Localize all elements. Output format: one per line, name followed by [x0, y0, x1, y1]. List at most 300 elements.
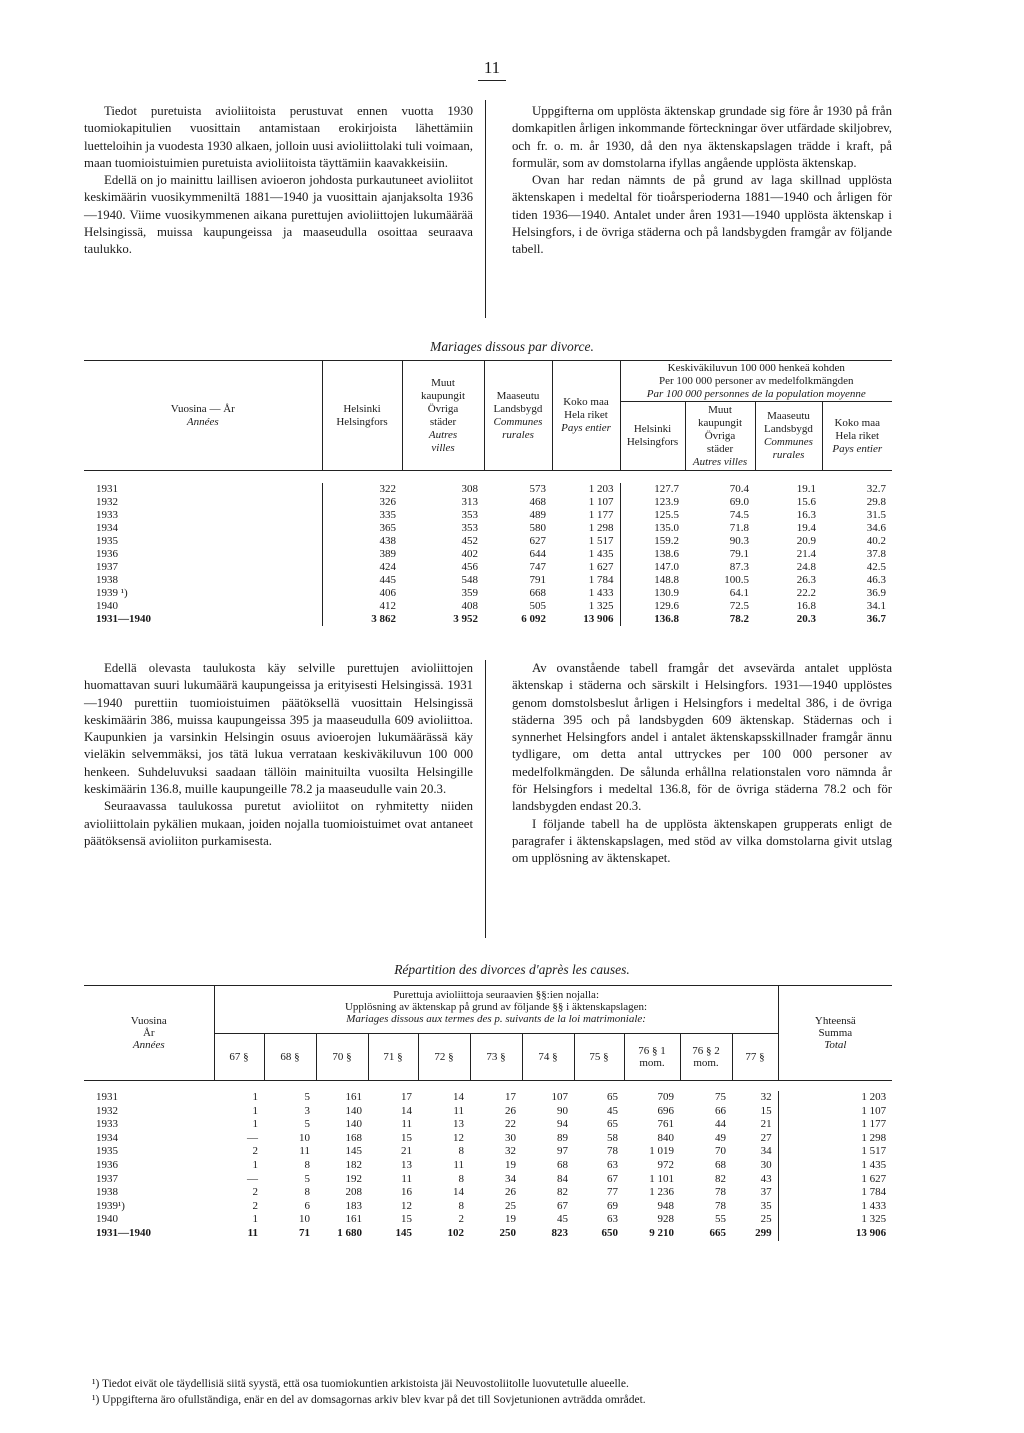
table-cell: 335: [322, 509, 402, 522]
table-cell: 68: [715, 1158, 726, 1171]
table-cell: 11: [247, 1226, 258, 1239]
table-cell: 78: [715, 1199, 726, 1212]
middle-swedish: [512, 660, 892, 868]
section-header: 77 §: [732, 1034, 778, 1081]
table-cell: 308: [461, 483, 478, 495]
table1-caption: Mariages dissous par divorce.: [430, 339, 594, 354]
divorce-table: [84, 360, 892, 626]
table-cell: 1: [252, 1158, 258, 1171]
whole-country-header: Koko maa: [563, 396, 609, 408]
sections-group-header: Purettuja avioliittoja seuraavien §§:ien nojalla:: [393, 989, 599, 1001]
middle-fi-paragraph: Edellä olevasta taulukosta käy selville purettujen avioliittojen huomattavan suuri lukumäärä kaupungeissa ja erityisesti Helsingissä. 1931—1940 purettiin tuomioistuimen päätöksellä vuosittain Helsingissä keskimäärin 386, muissa kaupungeissa 395 ja maaseudulla 609 avioliittoa. Kaupunkien ja varsinkin Helsingin osuus avioerojen lukumäärässä käy vieläkin selvemmäksi, jos tätä lukua verrataan keskiväkiluvun 100 000 henkeen. Suhdeluvuksi saadaan tällöin mainituilta vuosilta Helsingille keskimäärin 136.8, muille kaupungeille 78.2 ja maaseudulle vain 20.3.: [84, 661, 473, 797]
table-cell: 299: [755, 1226, 772, 1239]
table-cell: 19: [505, 1158, 516, 1171]
per-100000-header: Par 100 000 personnes de la population moyenne: [646, 387, 866, 400]
table-cell: 36.7: [866, 613, 886, 625]
table-cell: 1 019: [649, 1145, 674, 1158]
table-cell: 78.2: [729, 613, 749, 625]
table-cell: 11: [453, 1104, 464, 1117]
table-cell: 17: [505, 1091, 516, 1103]
table-cell: 17: [401, 1091, 412, 1103]
table-cell: 19: [505, 1213, 516, 1226]
table-cell: 87.3: [729, 561, 749, 573]
table-cell: 1 433: [588, 587, 614, 599]
table-cell: 168: [345, 1131, 362, 1144]
table-cell: 182: [345, 1158, 362, 1171]
table-cell: 761: [657, 1118, 674, 1131]
table2-caption: Répartition des divorces d'après les causes.: [394, 962, 630, 977]
table-row: [84, 600, 892, 613]
table-cell: 1 101: [649, 1172, 674, 1185]
table-cell: 1 680: [337, 1226, 362, 1239]
table-cell: 58: [607, 1131, 618, 1144]
footnote-finnish: ¹) Tiedot eivät ole täydellisiä siitä syystä, että osa tuomiokuntien arkistoista jäi Neuvostoliitolle luovutetulle alueelle.: [92, 1378, 629, 1390]
table-cell: 13: [401, 1158, 412, 1171]
table-cell: 322: [322, 483, 402, 496]
table-cell: 67: [607, 1172, 618, 1185]
sub-rural-header: Landsbygd: [764, 423, 813, 435]
table-cell: 1 177: [778, 1118, 892, 1132]
table-cell: 84: [557, 1172, 568, 1185]
year-cell: 1931—1940: [96, 613, 151, 625]
table-cell: 45: [557, 1213, 568, 1226]
year-cell: 1934: [96, 522, 118, 534]
year-cell: 1938: [96, 1186, 118, 1199]
table-cell: 16.8: [796, 600, 816, 612]
table-cell: 82: [715, 1172, 726, 1185]
table-cell: 19.4: [796, 522, 816, 534]
table-cell: 823: [551, 1226, 568, 1239]
table-cell: 6: [304, 1199, 310, 1212]
table-row: [84, 1173, 892, 1187]
table-cell: 14: [453, 1091, 464, 1103]
table-row: [84, 1091, 892, 1105]
table-cell: 136.8: [620, 613, 685, 626]
other-cities-header: Autres: [428, 428, 458, 441]
year-cell: 1937: [96, 1172, 118, 1185]
table-cell: 69: [607, 1199, 618, 1212]
table-cell: 49: [715, 1131, 726, 1144]
table-cell: 424: [322, 561, 402, 574]
page-number: 11: [478, 58, 506, 81]
table-cell: 66: [715, 1104, 726, 1117]
table-row: [84, 522, 892, 535]
table-cell: 102: [447, 1226, 464, 1239]
table-row: [84, 574, 892, 587]
table-cell: 8: [458, 1172, 464, 1185]
table-cell: 1 177: [588, 509, 614, 521]
table-row: [84, 587, 892, 600]
sub-other-cities-header: kaupungit: [698, 416, 742, 429]
section-header: 76 § 2 mom.: [680, 1034, 732, 1081]
table-cell: 359: [461, 587, 478, 599]
middle-sv-paragraph: I följande tabell ha de upplösta äktenskapen grupperats enligt de paragrafer i äktenskapslagen, med stöd av vilka domstolarna givit utslag om upplösning av äktenskapet.: [512, 816, 892, 866]
table-cell: 30: [505, 1131, 516, 1144]
table-cell: 100.5: [724, 574, 749, 586]
table-cell: 365: [322, 522, 402, 535]
table-cell: 2: [252, 1145, 258, 1158]
year-cell: 1931—1940: [96, 1226, 151, 1239]
sub-other-cities-header: Autres villes: [692, 455, 748, 468]
other-cities-header: kaupungit: [421, 389, 465, 402]
table-cell: 456: [461, 561, 478, 573]
whole-country-header: Pays entier: [561, 422, 611, 434]
table-cell: 159.2: [620, 535, 685, 548]
rural-header: rurales: [502, 428, 534, 441]
sections-group-header: Upplösning av äktenskap på grund av följande §§ i äktenskapslagen:: [344, 1001, 648, 1013]
table-cell: 90.3: [729, 535, 749, 547]
table-cell: 138.6: [620, 548, 685, 561]
table-cell: 9 210: [649, 1226, 674, 1239]
table-cell: 747: [529, 561, 546, 573]
table-cell: 82: [557, 1186, 568, 1199]
table-cell: 20.9: [796, 535, 816, 547]
table-cell: 3 862: [322, 613, 402, 626]
section-header: 74 §: [522, 1034, 574, 1081]
table-cell: 16.3: [796, 509, 816, 521]
table-cell: 1: [252, 1118, 258, 1131]
table-cell: 21.4: [796, 548, 816, 560]
sub-helsinki-header: Helsinki: [633, 423, 672, 435]
per-100000-header: Keskiväkiluvun 100 000 henkeä kohden: [667, 361, 845, 374]
rural-header: Landsbygd: [493, 402, 543, 415]
table-cell: 1 203: [778, 1091, 892, 1105]
table-cell: 840: [657, 1131, 674, 1144]
table-row: [84, 1213, 892, 1227]
t2-total-header: Summa: [818, 1027, 853, 1039]
table-cell: 43: [760, 1172, 772, 1185]
table-cell: 46.3: [866, 574, 886, 586]
year-cell: 1931: [96, 1091, 118, 1103]
table-cell: 573: [529, 483, 546, 495]
table-cell: 389: [322, 548, 402, 561]
table-cell: 35: [760, 1199, 772, 1212]
table-cell: 79.1: [729, 548, 749, 560]
table-cell: 37: [760, 1186, 772, 1199]
year-cell: 1935: [96, 1145, 118, 1158]
table-cell: 928: [657, 1213, 674, 1226]
rural-header: Maaseutu: [496, 389, 540, 402]
causes-table: [84, 985, 892, 1241]
intro-fi-paragraph: Edellä on jo mainittu laillisen avioeron johdosta purkautuneet avioliitot keskimäärin vuosikymmeniltä 1881—1940 ja vuosittain ajanjaksolta 1936—1940. Viime vuosikymmenen aikana purettujen avioliittojen lukumäärää Helsingissä, muissa kaupungeissa ja maaseudulla osoittaa seuraava taulukko.: [84, 173, 473, 257]
table-cell: 78: [607, 1145, 618, 1158]
table-row: [84, 1227, 892, 1241]
table-cell: 1 517: [778, 1145, 892, 1159]
table-cell: —: [247, 1131, 258, 1144]
table-cell: 791: [529, 574, 546, 586]
section-header: 72 §: [418, 1034, 470, 1081]
other-cities-header: villes: [431, 441, 455, 454]
table-cell: 31.5: [866, 509, 886, 521]
table-cell: 36.9: [866, 587, 886, 599]
table-cell: 2: [252, 1186, 258, 1199]
table-cell: 130.9: [620, 587, 685, 600]
table-cell: 15: [760, 1104, 772, 1117]
table-row: [84, 509, 892, 522]
table-row: [84, 496, 892, 509]
table-cell: 64.1: [729, 587, 749, 599]
section-header: 68 §: [264, 1034, 316, 1081]
table-cell: 696: [657, 1104, 674, 1117]
table-cell: 452: [461, 535, 478, 547]
section-header: 76 § 1 mom.: [624, 1034, 680, 1081]
table-cell: 1 107: [588, 496, 614, 508]
year-cell: 1935: [96, 535, 118, 547]
year-cell: 1938: [96, 574, 118, 586]
table-cell: 1 325: [588, 600, 614, 612]
table-cell: 19.1: [796, 483, 816, 495]
table-row: [84, 1145, 892, 1159]
table-cell: 650: [601, 1226, 618, 1239]
table-cell: 78: [715, 1186, 726, 1199]
table-cell: 438: [322, 535, 402, 548]
table-cell: 353: [461, 522, 478, 534]
table-cell: 3: [304, 1104, 310, 1117]
table-cell: 402: [461, 548, 478, 560]
table-cell: 445: [322, 574, 402, 587]
t2-total-header: Yhteensä: [814, 1015, 856, 1027]
table-cell: 72.5: [729, 600, 749, 612]
table-cell: 644: [529, 548, 546, 560]
table-cell: 1 784: [778, 1186, 892, 1200]
table-cell: 665: [709, 1226, 726, 1239]
table-cell: 26: [505, 1186, 516, 1199]
table-cell: 20.3: [796, 613, 816, 625]
table-cell: 68: [557, 1158, 568, 1171]
table-cell: 15: [401, 1213, 412, 1226]
helsingfors-header: Helsingfors: [336, 415, 388, 428]
year-cell: 1934: [96, 1131, 118, 1144]
table-cell: 11: [401, 1118, 412, 1131]
table-cell: 24.8: [796, 561, 816, 573]
year-cell: 1940: [96, 600, 118, 612]
t2-year-header: År: [142, 1027, 155, 1039]
table-cell: 63: [607, 1158, 618, 1171]
table-cell: 15: [401, 1131, 412, 1144]
intro-fi-paragraph: Tiedot puretuista avioliitoista perustuvat ennen vuotta 1930 tuomiokapitulien vuosittain antamistaan erokirjoista lähettämiin luetteloihin ja vuodesta 1930 alkaen, jolloin uusi avioliittolaki tuli voimaan, maan tuomioistuimien puretuista avioliitoista täyttämiin kaavakkeisiin.: [84, 104, 473, 170]
year-cell: 1940: [96, 1213, 118, 1226]
table-cell: 1 627: [588, 561, 614, 573]
table-cell: 34: [760, 1145, 772, 1158]
table-cell: 1: [252, 1104, 258, 1117]
table-cell: 125.5: [620, 509, 685, 522]
table-cell: 489: [529, 509, 546, 521]
table-row: [84, 613, 892, 626]
table-row: [84, 535, 892, 548]
table-cell: 127.7: [620, 483, 685, 496]
table-cell: 1 107: [778, 1105, 892, 1119]
table-cell: 1: [252, 1213, 258, 1226]
table-cell: 21: [760, 1118, 772, 1131]
per-100000-header: Per 100 000 personer av medelfolkmängden: [658, 374, 854, 387]
table-cell: 1 236: [649, 1186, 674, 1199]
sub-rural-header: Communes: [764, 436, 813, 448]
table-cell: 5: [304, 1172, 310, 1185]
table-cell: 30: [760, 1158, 772, 1171]
table-cell: —: [247, 1172, 258, 1185]
sub-whole-country-header: Hela riket: [835, 429, 880, 442]
table-cell: 668: [529, 587, 546, 599]
table-cell: 1 784: [588, 574, 614, 586]
sub-other-cities-header: Övriga: [704, 429, 736, 442]
table-cell: 29.8: [866, 496, 886, 508]
year-cell: 1939¹): [96, 1199, 125, 1212]
table-cell: 70: [715, 1145, 726, 1158]
table-cell: 63: [607, 1213, 618, 1226]
year-cell: 1936: [96, 548, 118, 560]
table-cell: 21: [401, 1145, 412, 1158]
year-cell: 1931: [96, 483, 118, 495]
table-cell: 26: [505, 1104, 516, 1117]
table-cell: 250: [499, 1226, 516, 1239]
table-cell: 11: [299, 1145, 310, 1158]
table-cell: 97: [557, 1145, 568, 1158]
table-cell: 77: [607, 1186, 618, 1199]
sub-whole-country-header: Pays entier: [832, 442, 883, 455]
table-cell: 6 092: [521, 613, 546, 625]
section-header: 73 §: [470, 1034, 522, 1081]
table-cell: 5: [304, 1118, 310, 1131]
year-cell: 1933: [96, 1118, 118, 1131]
table-cell: 32.7: [866, 483, 886, 495]
table-cell: 709: [657, 1091, 674, 1103]
table-cell: 32: [505, 1145, 516, 1158]
middle-fi-paragraph: Seuraavassa taulukossa puretut avioliitot on ryhmitetty niiden avioliittolain pykälien mukaan, joiden nojalla tuomioistuimet ovat antaneet päätöksensä avioliiton purkamisesta.: [84, 799, 473, 848]
table-cell: 1 298: [588, 522, 614, 534]
table-cell: 145: [395, 1226, 412, 1239]
table-cell: 147.0: [620, 561, 685, 574]
intro-sv-paragraph: Uppgifterna om upplösta äktenskap grundade sig före år 1930 på från domkapitlen årligen inkommande förteckningar över utfärdade skiljobrev, och fr. o. m. år 1930, då den nya äktenskapslagen trädde i kraft, på formulär, som av domstolarna ifyllas angående upplösta äktenskap.: [512, 104, 892, 170]
sub-other-cities-header: Muut: [708, 403, 732, 416]
table-cell: 10: [299, 1213, 310, 1226]
other-cities-header: städer: [429, 415, 457, 428]
table-cell: 14: [401, 1104, 412, 1117]
table-cell: 2: [458, 1213, 464, 1226]
intro-finnish: [84, 103, 473, 259]
intro-swedish: [512, 103, 892, 259]
table-cell: 135.0: [620, 522, 685, 535]
table-cell: 13: [453, 1118, 464, 1131]
t2-total-header: Total: [824, 1039, 847, 1051]
year-cell: 1939 ¹): [96, 587, 128, 599]
table-cell: 42.5: [866, 561, 886, 573]
year-cell: 1937: [96, 561, 118, 573]
table-cell: 8: [458, 1145, 464, 1158]
table-cell: 948: [657, 1199, 674, 1212]
table-cell: 161: [345, 1213, 362, 1226]
table-cell: 627: [529, 535, 546, 547]
sub-whole-country-header: Koko maa: [834, 416, 880, 429]
table-cell: 32: [760, 1091, 772, 1103]
table-cell: 34.1: [866, 600, 886, 612]
table-cell: 65: [607, 1091, 618, 1103]
table-cell: 90: [557, 1104, 568, 1117]
table-row: [84, 1200, 892, 1214]
column-divider: [485, 660, 486, 938]
other-cities-header: Muut: [431, 376, 455, 389]
table-cell: 140: [345, 1104, 362, 1117]
t2-year-header: Vuosina: [130, 1015, 167, 1027]
table-cell: 11: [401, 1172, 412, 1185]
table-cell: 22.2: [796, 587, 816, 599]
table-cell: 8: [304, 1186, 310, 1199]
table-cell: 129.6: [620, 600, 685, 613]
table-cell: 70.4: [729, 483, 749, 495]
table-row: [84, 1186, 892, 1200]
table-row: [84, 1132, 892, 1146]
table-cell: 12: [401, 1199, 412, 1212]
table-row: [84, 561, 892, 574]
table-cell: 25: [760, 1213, 772, 1226]
table-cell: 13 906: [778, 1227, 892, 1241]
table-row: [84, 1105, 892, 1119]
table-cell: 107: [551, 1091, 568, 1103]
table-cell: 1: [252, 1091, 258, 1103]
middle-sv-paragraph: Av ovanstående tabell framgår det avsevärda antalet upplösta äktenskap i städerna och särskilt i Helsingfors. 1931—1940 upplöstes genom domstolsbeslut årligen i Helsingfors i medeltal 386, i de övriga städerna 395 och på landsbygden 609 äktenskap. Städernas och i synnerhet Helsingfors andel i antalet äktenskapsskillnader framgår ännu tydligare, om detta antal uttryckes per 100 000 personer av medelfolkmängden. De sålunda erhållna relationstalen voro nämnda år för Helsingfors i medeltal 136.8, för de övriga städerna 78.2 och för landsbygden endast 20.3.: [512, 661, 892, 814]
table-cell: 40.2: [866, 535, 886, 547]
column-divider: [485, 100, 486, 318]
table-cell: 2: [252, 1199, 258, 1212]
table-cell: 22: [505, 1118, 516, 1131]
table-cell: 16: [401, 1186, 412, 1199]
helsinki-header: Helsinki: [343, 402, 381, 415]
year-header-fr: Années: [186, 415, 219, 428]
table-cell: 44: [715, 1118, 726, 1131]
table-cell: 8: [304, 1158, 310, 1171]
year-cell: 1932: [96, 1104, 118, 1117]
section-header: 71 §: [368, 1034, 418, 1081]
table-cell: 12: [453, 1131, 464, 1144]
table-cell: 140: [345, 1118, 362, 1131]
table-cell: 94: [557, 1118, 568, 1131]
section-header: 75 §: [574, 1034, 624, 1081]
table-cell: 408: [461, 600, 478, 612]
table-cell: 1 325: [778, 1213, 892, 1227]
table-cell: 412: [322, 600, 402, 613]
table-cell: 37.8: [866, 548, 886, 560]
table-cell: 468: [529, 496, 546, 508]
table-cell: 55: [715, 1213, 726, 1226]
section-header: 70 §: [316, 1034, 368, 1081]
table-cell: 183: [345, 1199, 362, 1212]
year-cell: 1932: [96, 496, 118, 508]
sub-rural-header: rurales: [772, 449, 805, 461]
table-cell: 14: [453, 1186, 464, 1199]
table-cell: 34: [505, 1172, 516, 1185]
table-cell: 1 433: [778, 1200, 892, 1214]
sub-helsinki-header: Helsingfors: [626, 436, 679, 448]
year-cell: 1933: [96, 509, 118, 521]
intro-sv-paragraph: Ovan har redan nämnts de på grund av laga skillnad upplösta äktenskapen i medeltal för tioårsperioderna 1881—1940 och årligen för tiden 1936—1940. Antalet under åren 1931—1940 upplösta äktenskap i Helsingfors, i de övriga städerna och på landsbygden framgår av följande tabell.: [512, 173, 892, 257]
year-cell: 1936: [96, 1158, 118, 1171]
sections-group-header: Mariages dissous aux termes des p. suivants de la loi matrimoniale:: [346, 1013, 646, 1025]
table-cell: 25: [505, 1199, 516, 1212]
sub-rural-header: Maaseutu: [767, 410, 810, 422]
table-cell: 326: [322, 496, 402, 509]
table-cell: 34.6: [866, 522, 886, 534]
table-cell: 45: [607, 1104, 618, 1117]
table-cell: 145: [345, 1145, 362, 1158]
table-cell: 71: [299, 1226, 310, 1239]
table-cell: 27: [760, 1131, 772, 1144]
year-header: Vuosina — År: [170, 402, 235, 415]
other-cities-header: Övriga: [427, 402, 459, 415]
whole-country-header: Hela riket: [564, 409, 608, 421]
table-cell: 15.6: [796, 496, 816, 508]
table-cell: 3 952: [453, 613, 478, 625]
table-cell: 13 906: [583, 613, 614, 625]
table-cell: 313: [461, 496, 478, 508]
